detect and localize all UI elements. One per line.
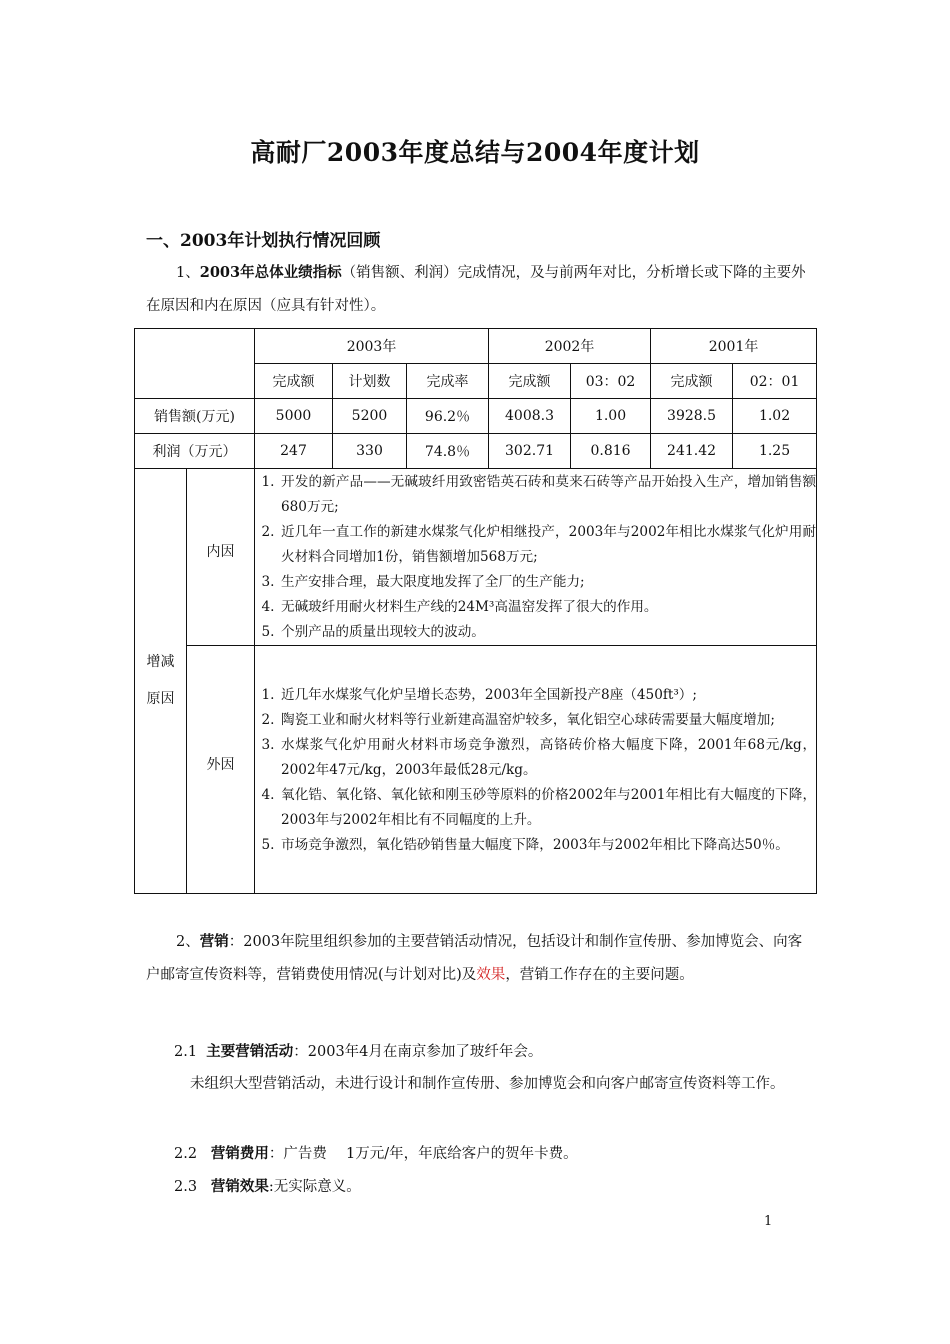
subsection-2-1 <box>174 1035 542 1069</box>
external-reason-list <box>255 683 816 858</box>
subsection-2-1-detail <box>146 1068 814 1101</box>
performance-table <box>134 328 817 894</box>
row-label: 利润（万元） <box>135 434 255 469</box>
item1-bold: 2003年总体业绩指标 <box>199 264 342 281</box>
change-reasons-label-2: 原因 <box>146 691 175 707</box>
item1-prefix: 1、 <box>176 265 200 281</box>
internal-label: 内因 <box>187 469 255 646</box>
subsection-number: 2.3 <box>174 1179 198 1195</box>
external-label: 外因 <box>187 646 255 894</box>
table-cell: 0.816 <box>571 434 651 469</box>
subheader: 完成率 <box>407 364 489 399</box>
external-reasons <box>255 646 817 894</box>
item2-text-a: ：2003年院里组织参加的主要营销活动情况，包括设计和制作宣传册、参加博览会、向客户邮寄宣传资料等，营销费使用情况(与计划对比)及 <box>146 934 803 983</box>
table-cell: 241.42 <box>651 434 733 469</box>
table-cell: 3928.5 <box>651 399 733 434</box>
table-cell: 1.25 <box>733 434 817 469</box>
year-2001: 2001年 <box>651 329 817 364</box>
subsection-text: :无实际意义。 <box>268 1179 361 1195</box>
list-item: 3. 生产安排合理，最大限度地发挥了全厂的生产能力; <box>261 574 585 590</box>
subheader: 03：02 <box>571 364 651 399</box>
item2-prefix: 2、 <box>176 934 200 950</box>
subsection-number: 2.2 <box>174 1146 198 1162</box>
year-2003: 2003年 <box>255 329 489 364</box>
table-row <box>135 434 817 469</box>
item1-paragraph <box>146 256 814 323</box>
subsection-bold: 营销费用 <box>210 1145 269 1162</box>
external-reasons-row <box>135 646 817 894</box>
item2-bold: 营销 <box>199 933 229 950</box>
subheader: 完成额 <box>651 364 733 399</box>
table-cell: 4008.3 <box>489 399 571 434</box>
list-item: 1. 开发的新产品——无碱玻纤用致密锆英石砖和莫来石砖等产品开始投入生产，增加销售额680万元; <box>261 474 817 515</box>
list-item: 4. 氧化锆、氧化铬、氧化铱和刚玉砂等原料的价格2002年与2001年相比有大幅度的下降，2003年与2002年相比有不同幅度的上升。 <box>261 786 817 828</box>
table-cell: 330 <box>333 434 407 469</box>
table-cell: 247 <box>255 434 333 469</box>
subsection-2-2 <box>174 1137 578 1171</box>
subsection-number: 2.1 <box>174 1044 198 1060</box>
list-item: 5. 个别产品的质量出现较大的波动。 <box>261 624 485 640</box>
subsection-text: ：2003年4月在南京参加了玻纤年会。 <box>293 1044 543 1060</box>
subheader: 计划数 <box>333 364 407 399</box>
change-reasons-label <box>135 469 187 894</box>
subheader: 完成额 <box>255 364 333 399</box>
subsection-bold: 主要营销活动 <box>206 1043 294 1060</box>
table-cell: 1.02 <box>733 399 817 434</box>
subheader: 02：01 <box>733 364 817 399</box>
table-cell: 74.8％ <box>407 434 489 469</box>
list-item: 2. 陶瓷工业和耐火材料等行业新建高温窑炉较多，氧化铝空心球砖需要量大幅度增加; <box>261 711 775 728</box>
list-item: 5. 市场竞争激烈，氧化锆砂销售量大幅度下降，2003年与2002年相比下降高达50％。 <box>261 836 789 853</box>
change-reasons-label-1: 增减 <box>146 654 175 670</box>
subsection-text: ：广告费 1万元/年，年底给客户的贺年卡费。 <box>268 1146 578 1162</box>
subsection-bold: 营销效果 <box>210 1178 269 1195</box>
table-cell: 5000 <box>255 399 333 434</box>
table-cell: 5200 <box>333 399 407 434</box>
subsection-detail-text: 未组织大型营销活动，未进行设计和制作宣传册、参加博览会和向客户邮寄宣传资料等工作。 <box>190 1076 785 1092</box>
table-cell: 96.2％ <box>407 399 489 434</box>
page-number: 1 <box>764 1214 773 1229</box>
item2-red-text: 效果 <box>476 967 506 983</box>
item2-paragraph <box>146 925 814 992</box>
internal-reason-list <box>255 470 816 645</box>
item1-text: （销售额、利润）完成情况，及与前两年对比，分析增长或下降的主要外在原因和内在原因（应具有针对性）。 <box>146 265 806 314</box>
page-title: 高耐厂2003年度总结与2004年度计划 <box>250 138 700 167</box>
list-item: 3. 水煤浆气化炉用耐火材料市场竞争激烈，高铬砖价格大幅度下降，2001年68元/kg，2002年47元/kg，2003年最低28元/kg。 <box>261 736 817 778</box>
list-item: 1. 近几年水煤浆气化炉呈增长态势，2003年全国新投产8座（450ft³）; <box>261 686 697 703</box>
item2-text-b: ，营销工作存在的主要问题。 <box>505 967 694 983</box>
internal-reasons <box>255 469 817 646</box>
corner-cell <box>135 329 255 399</box>
table-cell: 302.71 <box>489 434 571 469</box>
section-heading: 一、2003年计划执行情况回顾 <box>146 231 381 251</box>
year-2002: 2002年 <box>489 329 651 364</box>
row-label: 销售额(万元) <box>135 399 255 434</box>
table-cell: 1.00 <box>571 399 651 434</box>
list-item: 4. 无碱玻纤用耐火材料生产线的24M³高温窑发挥了很大的作用。 <box>261 599 658 615</box>
internal-reasons-row <box>135 469 817 646</box>
year-header-row <box>135 329 817 364</box>
table-row <box>135 399 817 434</box>
subsection-2-3 <box>174 1170 361 1204</box>
list-item: 2. 近几年一直工作的新建水煤浆气化炉相继投产，2003年与2002年相比水煤浆气化炉用耐火材料合同增加1份，销售额增加568万元; <box>261 524 817 565</box>
subheader: 完成额 <box>489 364 571 399</box>
